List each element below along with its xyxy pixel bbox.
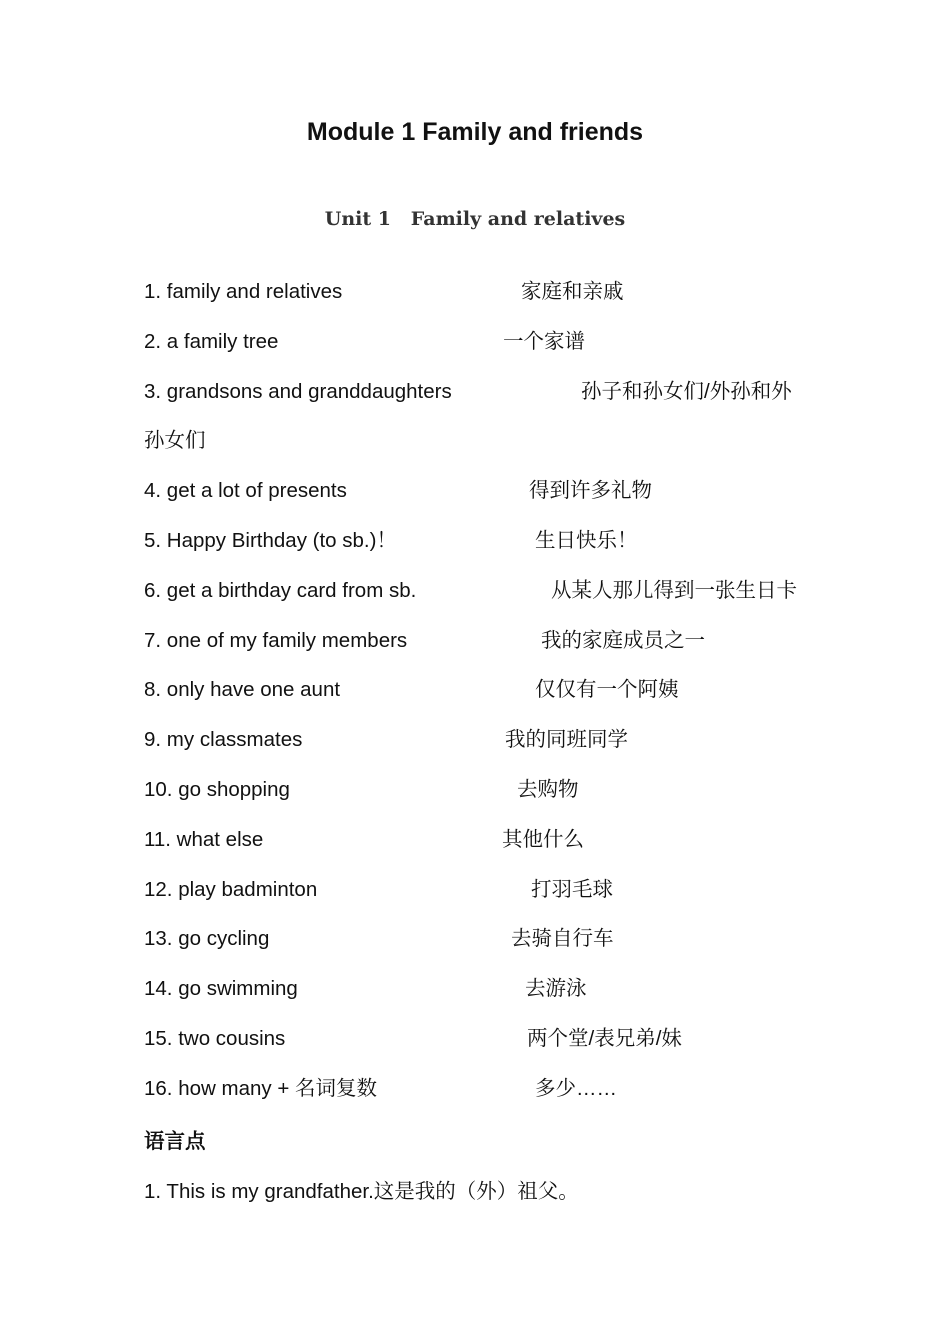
vocab-chinese: 去购物: [517, 777, 579, 801]
vocab-english: 13. go cycling: [144, 927, 270, 951]
vocab-english: 4. get a lot of presents: [144, 479, 347, 503]
list-item: [144, 674, 824, 724]
vocab-english: 9. my classmates: [144, 728, 303, 752]
list-item: [144, 326, 824, 376]
unit-subtitle: Unit 1 Family and relatives: [324, 208, 626, 230]
list-item: [144, 575, 824, 625]
vocab-chinese: 其他什么: [502, 827, 584, 851]
vocab-english: 8. only have one aunt: [144, 678, 341, 702]
vocab-english: 5. Happy Birthday (to sb.)！: [144, 528, 397, 552]
vocab-chinese: 得到许多礼物: [529, 479, 652, 503]
vocab-chinese: 我的家庭成员之一: [541, 628, 705, 652]
vocab-chinese: 去骑自行车: [511, 927, 614, 951]
list-item: [144, 923, 824, 973]
language-point-item: 1. This is my grandfather.这是我的（外）祖父。: [144, 1180, 579, 1203]
vocab-english: 16. how many + 名词复数: [144, 1076, 377, 1100]
language-points-heading: 语言点: [144, 1130, 206, 1153]
vocab-chinese: 仅仅有一个阿姨: [535, 678, 679, 702]
vocab-english: 3. grandsons and granddaughters: [144, 379, 452, 403]
vocab-english: 14. go swimming: [144, 977, 298, 1001]
vocab-english: 11. what else: [144, 827, 264, 851]
vocab-english: 2. a family tree: [144, 329, 279, 353]
vocab-chinese: 从某人那儿得到一张生日卡: [551, 578, 797, 602]
vocab-english: 15. two cousins: [144, 1026, 286, 1050]
list-item: [144, 1073, 824, 1123]
vocab-chinese: 生日快乐！: [535, 528, 638, 552]
list-item: [144, 973, 824, 1023]
vocab-chinese: 家庭和亲戚: [521, 280, 624, 303]
vocab-chinese: 两个堂/表兄弟/妹: [527, 1026, 682, 1050]
vocab-english: 1. family and relatives: [144, 280, 343, 303]
page-title: Module 1 Family and friends: [306, 118, 644, 146]
list-item: [144, 724, 824, 774]
vocab-chinese: 打羽毛球: [531, 877, 613, 901]
vocab-english: 12. play badminton: [144, 877, 318, 901]
vocab-chinese: 去游泳: [525, 977, 587, 1001]
vocab-list: [144, 276, 824, 1123]
vocab-english: 7. one of my family members: [144, 628, 408, 652]
list-item: [144, 525, 824, 575]
vocab-english: 10. go shopping: [144, 777, 290, 801]
vocab-chinese: 孙子和孙女们/外孙和外: [581, 379, 792, 403]
list-item: [144, 625, 824, 675]
vocab-chinese: 一个家谱: [503, 329, 585, 353]
list-item: [144, 824, 824, 874]
vocab-english: 6. get a birthday card from sb.: [144, 578, 417, 602]
list-item: [144, 874, 824, 924]
vocab-chinese: 我的同班同学: [505, 728, 628, 752]
list-item: [144, 475, 824, 525]
list-item: [144, 1023, 824, 1073]
list-item: [144, 774, 824, 824]
list-item: [144, 276, 824, 326]
vocab-chinese-continued: 孙女们: [144, 429, 206, 453]
vocab-chinese: 多少……: [535, 1076, 617, 1100]
list-item: [144, 376, 824, 476]
